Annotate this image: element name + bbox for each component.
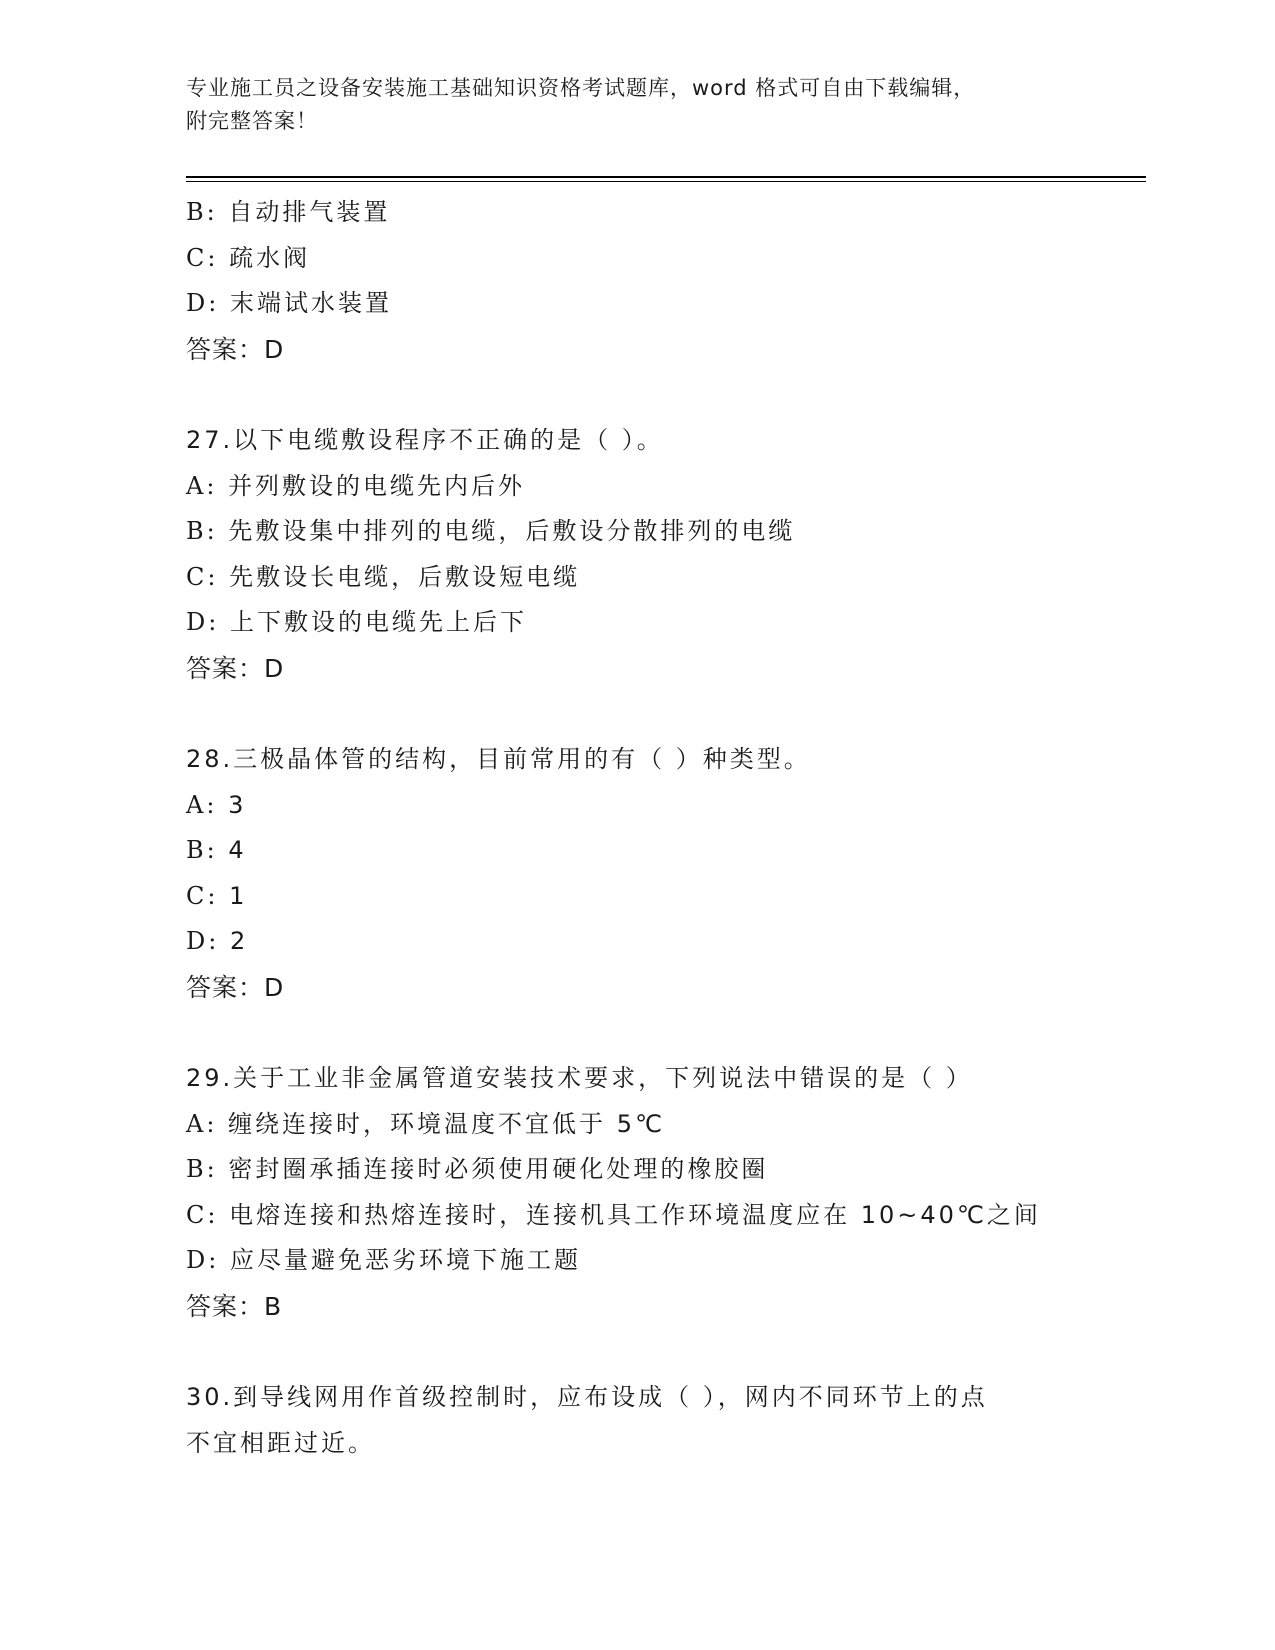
option-letter: D:: [186, 608, 220, 636]
option-text: 并列敷设的电缆先内后外: [228, 471, 526, 500]
question-stem: 27.以下电缆敷设程序不正确的是（ ）。: [186, 426, 664, 454]
answer-line: 答案：D: [186, 334, 285, 364]
spacer: [186, 1010, 1146, 1056]
option-text: 3: [228, 790, 247, 819]
option-letter: B:: [186, 1155, 218, 1183]
spacer: [186, 691, 1146, 737]
option-letter: C:: [186, 1200, 219, 1229]
option-letter: A:: [186, 790, 218, 819]
header-line-2: 附完整答案！: [186, 109, 318, 133]
option-text: 疏水阀: [229, 243, 311, 272]
option-row: [186, 509, 1146, 555]
option-text: 1: [229, 881, 248, 910]
option-letter: C:: [186, 243, 219, 272]
option-row: [186, 190, 1146, 236]
question-stem-continuation: 不宜相距过近。: [186, 1428, 375, 1457]
option-text: 电熔连接和热熔连接时，连接机具工作环境温度应在 10~40℃之间: [229, 1200, 1041, 1229]
option-text: 缠绕连接时，环境温度不宜低于 5℃: [228, 1109, 665, 1138]
option-text: 2: [229, 927, 249, 955]
option-text: 密封圈承插连接时必须使用硬化处理的橡胶圈: [228, 1155, 769, 1183]
option-letter: D:: [186, 1246, 220, 1274]
option-text: 先敷设集中排列的电缆，后敷设分散排列的电缆: [228, 517, 796, 545]
option-letter: D:: [186, 927, 220, 955]
option-text: 上下敷设的电缆先上后下: [229, 608, 527, 636]
option-row: [186, 281, 1146, 327]
document-header: [186, 72, 1086, 138]
option-row: [186, 555, 1146, 601]
option-row: [186, 600, 1146, 646]
spacer: [186, 372, 1146, 418]
question-30: [186, 1375, 1146, 1466]
option-row: [186, 783, 1146, 829]
header-divider-thick: [186, 176, 1146, 178]
option-letter: A:: [186, 1109, 218, 1138]
option-row: [186, 1193, 1146, 1239]
option-letter: B:: [186, 198, 218, 226]
option-row: [186, 874, 1146, 920]
question-28: [186, 737, 1146, 1010]
answer-line: 答案：B: [186, 1291, 283, 1321]
spacer: [186, 1329, 1146, 1375]
option-row: [186, 1102, 1146, 1148]
option-row: [186, 919, 1146, 965]
option-text: 末端试水装置: [229, 289, 392, 317]
option-row: [186, 828, 1146, 874]
option-letter: C:: [186, 562, 219, 591]
question-stem: 29.关于工业非金属管道安装技术要求，下列说法中错误的是（ ）: [186, 1064, 973, 1092]
option-row: [186, 236, 1146, 282]
option-row: [186, 1238, 1146, 1284]
question-stem: 30.到导线网用作首级控制时，应布设成（ ），网内不同环节上的点: [186, 1383, 988, 1411]
answer-line: 答案：D: [186, 653, 285, 683]
option-text: 自动排气装置: [228, 198, 391, 226]
option-letter: B:: [186, 836, 218, 864]
header-line-1: 专业施工员之设备安装施工基础知识资格考试题库，word 格式可自由下载编辑，: [186, 76, 976, 100]
option-letter: D:: [186, 289, 220, 317]
question-content: [186, 190, 1146, 1466]
option-text: 先敷设长电缆，后敷设短电缆: [229, 562, 581, 591]
prev-question-block: [186, 190, 1146, 372]
option-letter: C:: [186, 881, 219, 910]
option-text: 应尽量避免恶劣环境下施工题: [229, 1246, 581, 1274]
answer-line: 答案：D: [186, 972, 285, 1002]
option-row: [186, 464, 1146, 510]
option-letter: A:: [186, 471, 218, 500]
question-stem: 28.三极晶体管的结构，目前常用的有（ ）种类型。: [186, 745, 811, 773]
option-row: [186, 1147, 1146, 1193]
question-27: [186, 418, 1146, 691]
option-text: 4: [228, 836, 247, 864]
header-divider-thin: [186, 181, 1146, 182]
option-letter: B:: [186, 517, 218, 545]
question-29: [186, 1056, 1146, 1329]
